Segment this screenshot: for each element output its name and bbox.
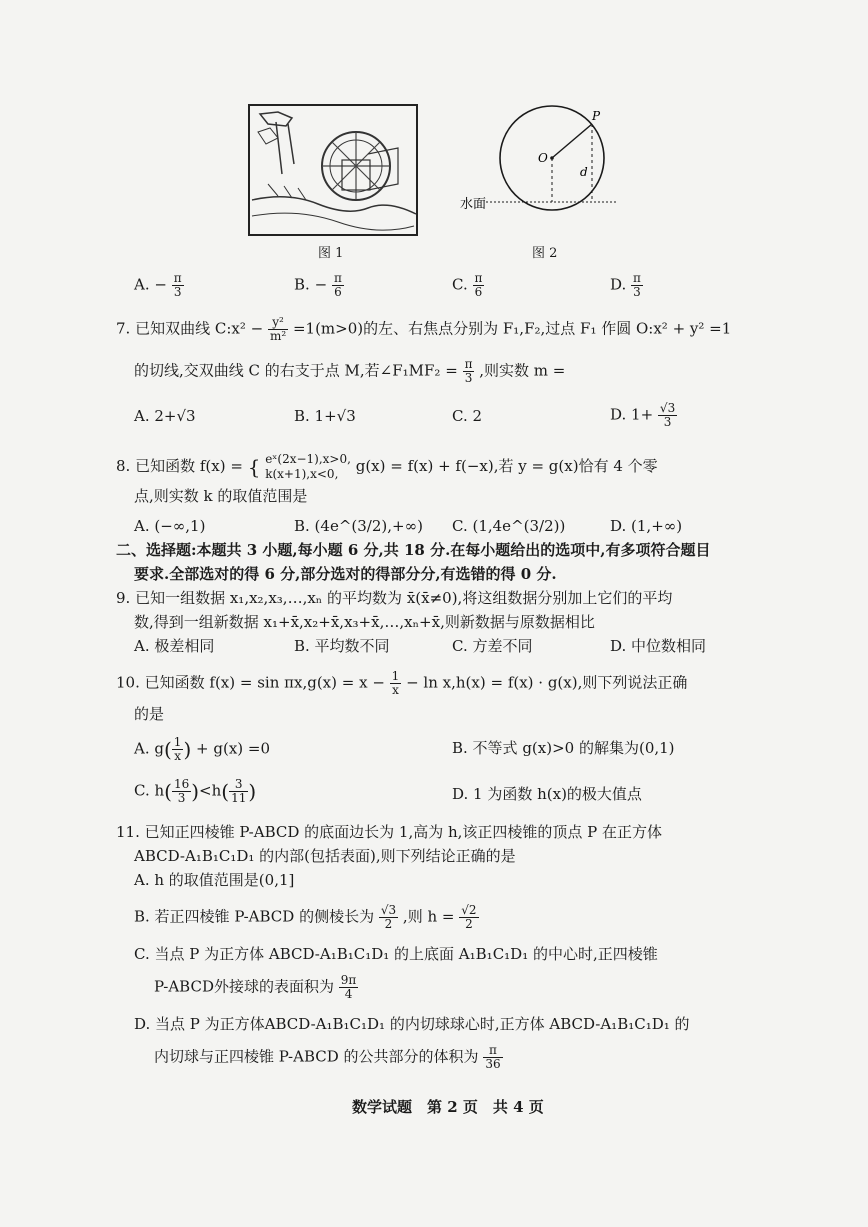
q8-option-d: D. (1,+∞): [610, 517, 683, 535]
q9-option-d: D. 中位数相同: [610, 637, 707, 655]
point-o-label: O: [538, 151, 548, 165]
q11-line-2: ABCD-A₁B₁C₁D₁ 的内部(包括表面),则下列结论正确的是: [134, 847, 516, 865]
q8-case-2: k(x+1),x<0,: [265, 467, 339, 481]
q11-option-a: A. h 的取值范围是(0,1]: [134, 871, 295, 889]
q9-option-a: A. 极差相同: [134, 637, 215, 655]
q9-option-c: C. 方差不同: [452, 637, 533, 655]
q10-option-b: B. 不等式 g(x)>0 的解集为(0,1): [452, 739, 675, 757]
figure-2: [456, 100, 626, 230]
q8-case-1: eˣ(2x−1),x>0,: [265, 452, 351, 466]
q11-option-d-line-2: 内切球与正四棱锥 P-ABCD 的公共部分的体积为 $\frac{\pi}{36}$: [154, 1043, 501, 1071]
q10-line-1: 10. 已知函数 f(x) = sin πx,g(x) = x − $\frac{1}{x}$ − ln x,h(x) = f(x) · g(x),则下列说法正确: [116, 669, 688, 697]
figure-1: [248, 104, 418, 236]
q11-option-d-line-1: D. 当点 P 为正方体ABCD-A₁B₁C₁D₁ 的内切球球心时,正方体 ABCD-A₁B₁C₁D₁ 的: [134, 1015, 690, 1033]
q10-line-2: 的是: [134, 705, 165, 723]
q7-option-b: B. 1+√3: [294, 407, 356, 425]
distance-d-label: d: [580, 165, 588, 179]
q8-option-b: B. (4e^(3/2),+∞): [294, 517, 423, 535]
q9-line-2: 数,得到一组新数据 x₁+x̄,x₂+x̄,x₃+x̄,…,xₙ+x̄,则新数据与原数据相比: [134, 613, 595, 631]
q11-option-b: B. 若正四棱锥 P-ABCD 的侧棱长为 $\frac{√3}{2}$ ,则 h = $\frac{√2}{2}$: [134, 903, 477, 931]
waterwheel-illustration: [248, 104, 418, 236]
q10-option-d: D. 1 为函数 h(x)的极大值点: [452, 785, 642, 803]
q9-line-1: 9. 已知一组数据 x₁,x₂,x₃,…,xₙ 的平均数为 x̄(x̄≠0),将这组数据分别加上它们的平均: [116, 589, 673, 607]
q7-line-2: 的切线,交双曲线 C 的右支于点 M,若∠F₁MF₂ = $\frac{\pi}{3}$ ,则实数 m =: [134, 357, 566, 385]
q6-option-b: B. − $\frac{\pi}{6}$: [294, 271, 342, 299]
q8-line-2: 点,则实数 k 的取值范围是: [134, 487, 308, 505]
q9-option-b: B. 平均数不同: [294, 637, 390, 655]
q8-option-c: C. (1,4e^(3/2)): [452, 517, 566, 535]
page-footer: 数学试题 第 2 页 共 4 页: [352, 1098, 544, 1116]
q6-option-c: C. $\frac{\pi}{6}$: [452, 271, 483, 299]
water-surface-label: 水面: [460, 197, 487, 212]
q7-option-d: D. 1+ $\frac{√3}{3}$: [610, 401, 676, 429]
q10-option-a: A. g( $\frac{1}{x}$ ) + g(x) =0: [134, 735, 271, 763]
q10-option-c: C. h( $\frac{16}{3}$ )<h( $\frac{3}{11}$ ): [134, 777, 257, 805]
q8-option-a: A. (−∞,1): [134, 517, 206, 535]
point-p-label: P: [592, 109, 601, 123]
q7-option-c: C. 2: [452, 407, 483, 425]
q8-line-1: 8. 已知函数 f(x) = { eˣ(2x−1),x>0, k(x+1),x<0, g(x) = f(x) + f(−x),若 y = g(x)恰有 4 个零: [116, 452, 658, 481]
q11-line-1: 11. 已知正四棱锥 P-ABCD 的底面边长为 1,高为 h,该正四棱锥的顶点 P 在正方体: [116, 823, 663, 841]
q7-option-a: A. 2+√3: [134, 407, 196, 425]
q7-line-1: 7. 已知双曲线 C:x² − $\frac{\text{y²}}{\text{m²}}$ =1(m>0)的左、右焦点分别为 F₁,F₂,过点 F₁ 作圆 O:x² + y² =1: [116, 315, 732, 343]
figure-2-caption: 图 2: [532, 246, 558, 261]
q11-option-c-line-1: C. 当点 P 为正方体 ABCD-A₁B₁C₁D₁ 的上底面 A₁B₁C₁D₁ 的中心时,正四棱锥: [134, 945, 658, 963]
q11-option-c-line-2: P-ABCD外接球的表面积为 $\frac{9\pi}{4}$: [154, 973, 357, 1001]
circle-water-diagram: [456, 100, 626, 230]
section-2-heading-line-1: 二、选择题:本题共 3 小题,每小题 6 分,共 18 分.在每小题给出的选项中,有多项符合题目: [116, 541, 711, 559]
q6-option-a: A. − $\frac{\pi}{3}$: [134, 271, 182, 299]
q6-option-d: D. $\frac{\pi}{3}$: [610, 271, 641, 299]
figure-1-caption: 图 1: [318, 246, 344, 261]
section-2-heading-line-2: 要求.全部选对的得 6 分,部分选对的得部分分,有选错的得 0 分.: [134, 565, 557, 583]
